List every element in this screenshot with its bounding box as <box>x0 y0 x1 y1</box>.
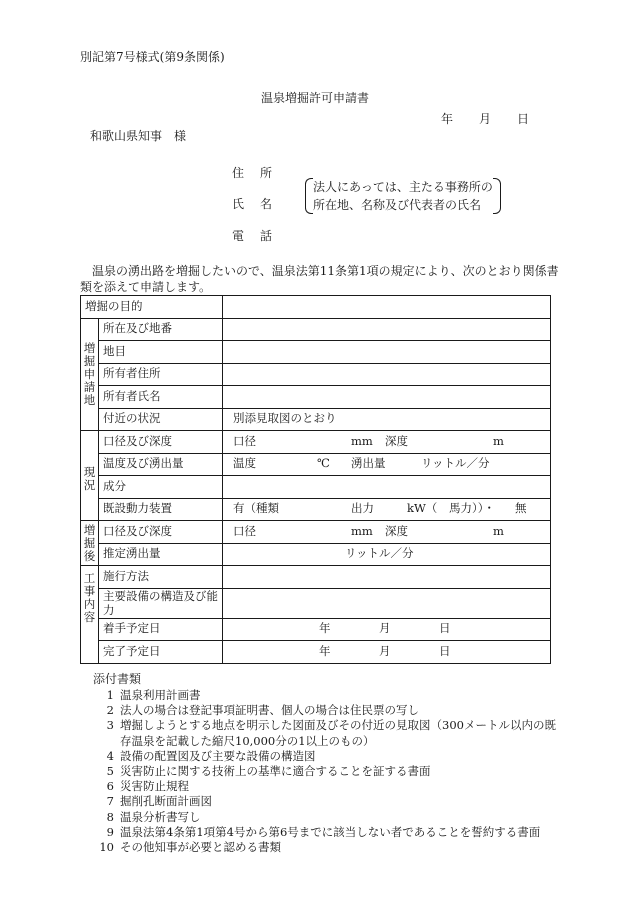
attachment-number: 5 <box>106 764 114 779</box>
table-row <box>81 341 551 364</box>
corporate-note-line1: 法人にあっては、主たる事務所の <box>313 180 493 194</box>
attachment-text: 災害防止規程 <box>120 779 189 794</box>
site-row-label: 所在及び地番 <box>99 318 223 341</box>
table-row <box>81 476 551 499</box>
diameter-label: 口径 <box>233 523 256 538</box>
after-diameter-depth-value[interactable] <box>223 521 551 544</box>
site-row-value[interactable] <box>223 341 551 364</box>
site-row-value[interactable] <box>223 363 551 386</box>
day-label: 日 <box>439 621 451 636</box>
table-row <box>81 363 551 386</box>
current-components-value[interactable] <box>223 476 551 499</box>
current-power-value[interactable] <box>223 498 551 521</box>
list-item <box>98 779 558 794</box>
year-label: 年 <box>319 621 331 636</box>
attachment-text: 掘削孔断面計画図 <box>120 794 212 809</box>
m-unit: m <box>493 433 504 448</box>
date-month-label: 月 <box>479 112 492 126</box>
list-item <box>98 749 558 764</box>
attachment-text: 設備の配置図及び主要な設備の構造図 <box>120 748 316 763</box>
site-row-label: 付近の状況 <box>99 408 223 431</box>
attachment-number: 4 <box>106 748 114 763</box>
addressee: 和歌山県知事 様 <box>90 129 187 143</box>
attachment-number: 3 <box>106 718 114 733</box>
date-day-label: 日 <box>517 112 530 126</box>
mm-unit: mm <box>351 523 373 538</box>
day-label: 日 <box>439 643 451 658</box>
right-bracket <box>493 178 501 214</box>
output-label: 出力 <box>351 501 374 516</box>
year-label: 年 <box>319 643 331 658</box>
mm-unit: mm <box>351 433 373 448</box>
table-row <box>81 498 551 521</box>
table-row <box>81 521 551 544</box>
attachment-number: 8 <box>106 809 114 824</box>
attachment-number: 1 <box>106 688 114 702</box>
purpose-label: 増掘の目的 <box>81 296 223 319</box>
document-title: 温泉増掘許可申請書 <box>260 91 369 105</box>
site-surroundings-value[interactable] <box>223 408 551 431</box>
after-group-text: 増掘後 <box>83 522 96 563</box>
completion-date-value[interactable] <box>223 641 551 664</box>
current-temp-flow-value[interactable] <box>223 453 551 476</box>
attachment-number: 9 <box>106 824 114 839</box>
corporate-note <box>305 178 501 214</box>
site-group-text: 増掘申請地 <box>83 340 96 407</box>
after-flow-value[interactable] <box>223 543 551 566</box>
list-item <box>98 810 558 825</box>
works-group-label <box>81 566 99 664</box>
table-row <box>81 408 551 431</box>
month-label: 月 <box>379 621 391 636</box>
current-row-label: 既設動力装置 <box>99 498 223 521</box>
start-date-value[interactable] <box>223 618 551 641</box>
current-row-label: 温度及び湧出量 <box>99 453 223 476</box>
current-row-label: 成分 <box>99 476 223 499</box>
m-unit: m <box>493 523 504 538</box>
date-year-label: 年 <box>441 112 454 126</box>
attachment-text: 温泉法第4条第1項第4号から第6号までに該当しない者であることを誓約する書面 <box>120 824 541 839</box>
attachment-number: 2 <box>106 703 114 718</box>
works-row-label: 完了予定日 <box>99 641 223 664</box>
works-method-value[interactable] <box>223 566 551 589</box>
month-label: 月 <box>379 643 391 658</box>
table-row <box>81 566 551 589</box>
after-group-label <box>81 521 99 566</box>
site-row-label: 所有者氏名 <box>99 386 223 409</box>
table-row <box>81 618 551 641</box>
attachment-number: 10 <box>99 840 114 855</box>
kw-unit: kW（ <box>407 501 438 516</box>
list-item <box>98 794 558 809</box>
liter-per-min-unit: リットル／分 <box>345 546 414 561</box>
after-row-label: 口径及び深度 <box>99 521 223 544</box>
corporate-note-line2: 所在地、名称及び代表者の氏名 <box>313 198 482 212</box>
table-row <box>81 641 551 664</box>
attachment-text: その他知事が必要と認める書類 <box>120 840 281 855</box>
site-row-value[interactable] <box>223 386 551 409</box>
power-yes-label: 有（種類 <box>233 501 279 516</box>
temperature-label: 温度 <box>233 456 256 471</box>
works-row-label: 施行方法 <box>99 566 223 589</box>
list-item <box>98 825 558 840</box>
attachment-number: 6 <box>106 779 114 794</box>
site-group-label <box>81 318 99 431</box>
list-item <box>98 840 558 855</box>
left-bracket <box>305 178 313 214</box>
list-item <box>98 703 558 718</box>
list-item <box>98 718 558 748</box>
applicant-name-label: 氏名 <box>232 197 289 211</box>
works-equipment-value[interactable] <box>223 588 551 618</box>
flow-label: 湧出量 <box>351 456 386 471</box>
table-row <box>81 453 551 476</box>
application-table <box>80 295 551 664</box>
form-number: 別記第7号様式(第9条関係) <box>80 50 225 64</box>
after-row-label: 推定湧出量 <box>99 543 223 566</box>
intro-paragraph: 温泉の湧出路を増掘したいので、温泉法第11条第1項の規定により、次のとおり関係書類を添えて申請します。 <box>80 264 559 294</box>
surroundings-text: 別添見取図のとおり <box>233 411 337 426</box>
table-row <box>81 543 551 566</box>
power-no-label: 無 <box>515 501 527 516</box>
attachment-text: 災害防止に関する技術上の基準に適合することを証する書面 <box>120 764 431 779</box>
attachment-text: 増掘しようとする地点を明示した図面及びその付近の見取図（300メートル以内の既存温泉を記載した縮尺10,000分の1以上のもの） <box>120 718 556 748</box>
list-item <box>98 764 558 779</box>
current-group-text: 現況 <box>83 464 96 492</box>
table-row <box>81 386 551 409</box>
diameter-label: 口径 <box>233 433 256 448</box>
site-row-label: 所有者住所 <box>99 363 223 386</box>
date-line <box>441 112 529 126</box>
depth-label: 深度 <box>385 523 408 538</box>
purpose-value[interactable] <box>223 296 551 319</box>
attachment-text: 法人の場合は登記事項証明書、個人の場合は住民票の写し <box>120 703 419 718</box>
attachment-text: 温泉利用計画書 <box>120 688 201 702</box>
site-row-value[interactable] <box>223 318 551 341</box>
works-row-label: 着手予定日 <box>99 618 223 641</box>
horsepower-unit: 馬力））・ <box>449 501 495 516</box>
table-row <box>81 588 551 618</box>
current-diameter-depth-value[interactable] <box>223 431 551 454</box>
current-group-label <box>81 431 99 521</box>
table-row <box>81 296 551 319</box>
liter-per-min-unit: リットル／分 <box>421 456 490 471</box>
attachment-number: 7 <box>106 794 114 809</box>
attachment-text: 温泉分析書写し <box>120 809 201 824</box>
table-row <box>81 318 551 341</box>
list-item <box>98 688 558 703</box>
celsius-unit: ℃ <box>317 456 330 471</box>
current-row-label: 口径及び深度 <box>99 431 223 454</box>
applicant-phone-label: 電話 <box>232 229 289 243</box>
works-row-label: 主要設備の構造及び能力 <box>99 588 223 618</box>
table-row <box>81 431 551 454</box>
site-row-label: 地目 <box>99 341 223 364</box>
attachments-heading: 添付書類 <box>93 672 142 686</box>
applicant-address-label: 住所 <box>232 166 289 180</box>
works-group-text: 工事内容 <box>83 571 96 624</box>
depth-label: 深度 <box>385 433 408 448</box>
attachments-list <box>98 688 558 855</box>
